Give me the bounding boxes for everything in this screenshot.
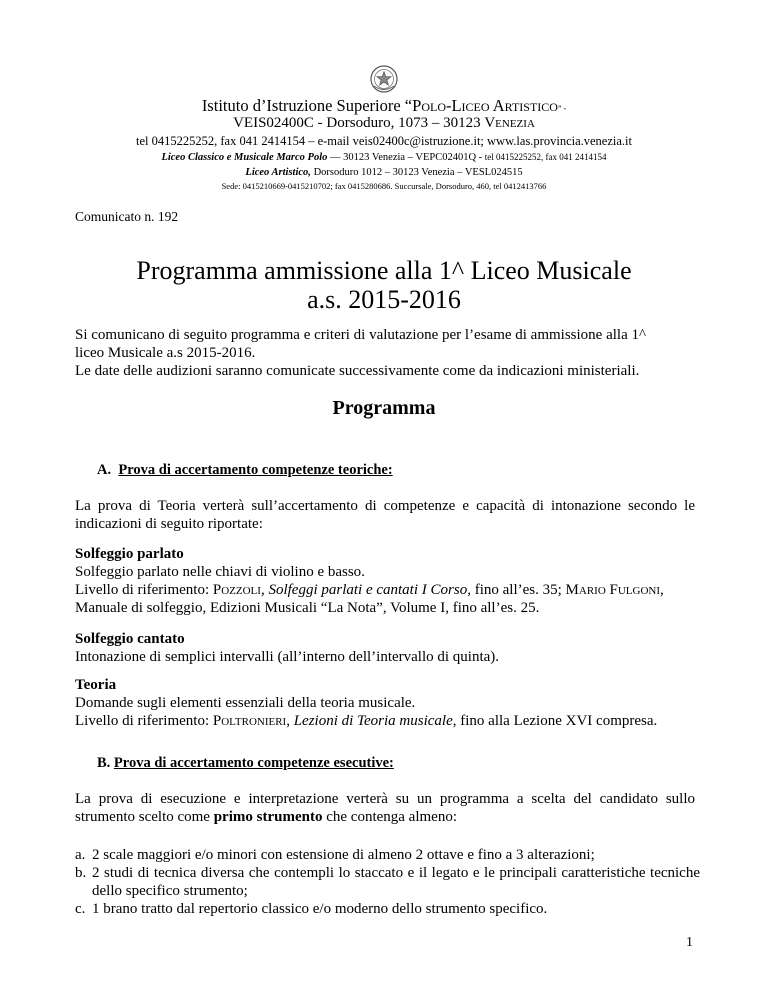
sede-line: Sede: 0415210669-0415210702; fax 0415280686. Succursale, Dorsoduro, 460, tel 0412413766 — [221, 181, 547, 191]
page-number: 1 — [686, 935, 693, 950]
list-item: b. 2 studi di tecnica diversa che contempli lo staccato e il legato e le principali caratteristiche tecniche dello specifico strumento; — [75, 865, 700, 899]
intro-paragraph: Si comunicano di seguito programma e criteri di valutazione per l’esame di ammissione alla 1^ liceo Musicale a.s 2015-2016. Le date delle audizioni saranno comunicate successivamente come da indicazioni ministeriali. — [75, 327, 647, 379]
liceo-artistico-line: Liceo Artistico, Dorsoduro 1012 – 30123 Venezia – VESL024515 — [245, 167, 523, 178]
republic-emblem-icon — [369, 64, 399, 94]
programma-heading: Programma — [332, 397, 436, 419]
list-item: a. 2 scale maggiori e/o minori con estensione di almeno 2 ottave e fino a 3 alterazioni; — [75, 847, 595, 863]
section-a-intro: La prova di Teoria verterà sull’accertamento di competenze e capacità di intonazione secondo le indicazioni di seguito riportate: — [75, 498, 695, 532]
section-b-list — [75, 846, 700, 918]
institute-contact-line: tel 0415225252, fax 041 2414154 – e-mail veis02400c@istruzione.it; www.las.provincia.venezia.it — [135, 134, 632, 148]
section-b-heading: B. Prova di accertamento competenze esecutive: — [97, 755, 394, 771]
solfeggio-cantato-block: Solfeggio cantato Intonazione di semplici intervalli (all’interno dell’intervallo di quinta). — [75, 631, 500, 665]
institute-title: Istituto d’Istruzione Superiore “Polo-Liceo Artistico” - — [201, 96, 567, 115]
institute-code-line: VEIS02400C - Dorsoduro, 1073 – 30123 Venezia — [233, 115, 535, 131]
list-item: c. 1 brano tratto dal repertorio classico e/o moderno dello strumento specifico. — [75, 901, 548, 917]
section-b-intro: La prova di esecuzione e interpretazione verterà su un programma a scelta del candidato sullo strumento scelto come primo strumento che contenga almeno: — [75, 791, 695, 825]
liceo-classico-line: Liceo Classico e Musicale Marco Polo — 30123 Venezia – VEPC02401Q - tel 0415225252, fax 041 2414154 — [161, 152, 607, 163]
section-a-heading: A. Prova di accertamento competenze teoriche: — [97, 462, 393, 478]
teoria-block: Teoria Domande sugli elementi essenziali della teoria musicale. Livello di riferimento: Poltronieri, Lezioni di Teoria musicale, fino alla Lezione XVI compresa. — [75, 677, 658, 729]
page-title: Programma ammissione alla 1^ Liceo Musicale a.s. 2015-2016 — [136, 256, 632, 314]
solfeggio-parlato-block: Solfeggio parlato Solfeggio parlato nelle chiavi di violino e basso. Livello di riferimento: Pozzoli, Solfeggi parlati e cantati I Corso, fino all’es. 35; Mario Fulgoni, Manuale di solfeggio, Edizioni Musicali “La Nota”, Volume I, fino all’es. 25. — [75, 546, 664, 616]
communique-number: Comunicato n. 192 — [75, 209, 179, 224]
